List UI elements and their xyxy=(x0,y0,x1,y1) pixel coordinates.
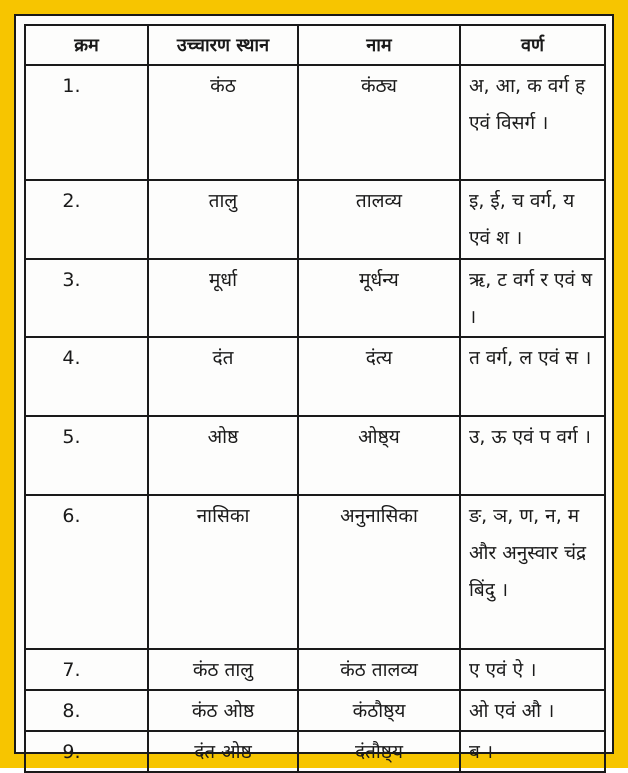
row-place: तालु xyxy=(148,180,298,259)
row-name: कंठ तालव्य xyxy=(298,649,460,690)
row-name: तालव्य xyxy=(298,180,460,259)
row-place: मूर्धा xyxy=(148,259,298,337)
row-number: 4. xyxy=(25,337,148,416)
table-row xyxy=(25,416,605,495)
row-varna: ऋ, ट वर्ग र एवं ष । xyxy=(460,259,605,337)
row-varna: ङ, ञ, ण, न, म और अनुस्वार चंद्र बिंदु । xyxy=(460,495,605,649)
header-uchcharan-sthan: उच्चारण स्थान xyxy=(148,25,298,65)
table-row xyxy=(25,337,605,416)
row-name: ओष्ठ्य xyxy=(298,416,460,495)
row-name: दंत्य xyxy=(298,337,460,416)
row-varna: ब । xyxy=(460,731,605,772)
row-number: 1. xyxy=(25,65,148,180)
row-number: 5. xyxy=(25,416,148,495)
row-name: अनुनासिका xyxy=(298,495,460,649)
table-header-row xyxy=(25,25,605,65)
row-varna: उ, ऊ एवं प वर्ग । xyxy=(460,416,605,495)
row-number: 8. xyxy=(25,690,148,731)
row-varna: ओ एवं औ । xyxy=(460,690,605,731)
row-place: ओष्ठ xyxy=(148,416,298,495)
row-varna: इ, ई, च वर्ग, य एवं श । xyxy=(460,180,605,259)
row-place: कंठ ओष्ठ xyxy=(148,690,298,731)
row-number: 2. xyxy=(25,180,148,259)
row-place: कंठ xyxy=(148,65,298,180)
row-number: 9. xyxy=(25,731,148,772)
row-varna: अ, आ, क वर्ग ह एवं विसर्ग । xyxy=(460,65,605,180)
row-number: 3. xyxy=(25,259,148,337)
header-varna: वर्ण xyxy=(460,25,605,65)
row-name: कंठ्य xyxy=(298,65,460,180)
row-place: दंत ओष्ठ xyxy=(148,731,298,772)
header-naam: नाम xyxy=(298,25,460,65)
pronunciation-table xyxy=(24,24,606,773)
row-name: कंठौष्ठ्य xyxy=(298,690,460,731)
header-kram: क्रम xyxy=(25,25,148,65)
row-place: दंत xyxy=(148,337,298,416)
row-number: 6. xyxy=(25,495,148,649)
table-row xyxy=(25,690,605,731)
row-name: दंतौष्ठ्य xyxy=(298,731,460,772)
table-row xyxy=(25,180,605,259)
table-row xyxy=(25,731,605,772)
row-place: नासिका xyxy=(148,495,298,649)
row-varna: त वर्ग, ल एवं स । xyxy=(460,337,605,416)
table-row xyxy=(25,495,605,649)
table-row xyxy=(25,259,605,337)
row-place: कंठ तालु xyxy=(148,649,298,690)
row-number: 7. xyxy=(25,649,148,690)
row-varna: ए एवं ऐ । xyxy=(460,649,605,690)
table-row xyxy=(25,649,605,690)
row-name: मूर्धन्य xyxy=(298,259,460,337)
table-row xyxy=(25,65,605,180)
